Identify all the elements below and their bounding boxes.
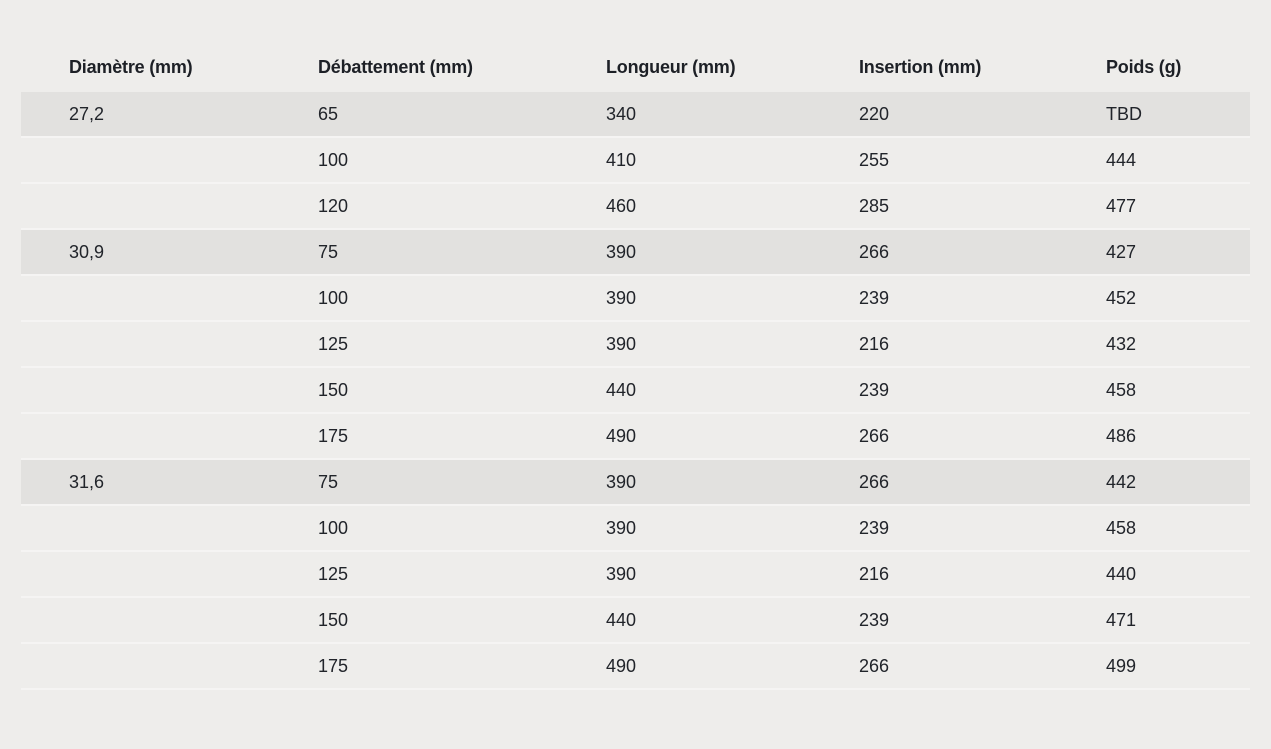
cell-longueur: 340 [558,92,811,137]
cell-poids: 440 [1058,551,1250,597]
cell-longueur: 390 [558,551,811,597]
cell-diametre: 30,9 [21,229,270,275]
table-row [21,367,1250,413]
cell-longueur: 390 [558,459,811,505]
cell-longueur: 410 [558,137,811,183]
table-row [21,459,1250,505]
table-header [21,42,1250,92]
table-row [21,92,1250,137]
seatpost-spec-table [21,42,1250,690]
cell-debattement: 100 [270,505,558,551]
table-row [21,413,1250,459]
cell-insertion: 216 [811,321,1058,367]
cell-debattement: 175 [270,643,558,689]
cell-longueur: 440 [558,367,811,413]
table-row [21,229,1250,275]
cell-debattement: 75 [270,459,558,505]
cell-longueur: 390 [558,229,811,275]
cell-diametre [21,321,270,367]
cell-longueur: 490 [558,413,811,459]
cell-insertion: 285 [811,183,1058,229]
table-row [21,137,1250,183]
cell-insertion: 239 [811,597,1058,643]
cell-debattement: 150 [270,367,558,413]
table-header-row [21,42,1250,92]
cell-insertion: 266 [811,413,1058,459]
column-header-poids: Poids (g) [1106,56,1182,77]
column-header-insertion: Insertion (mm) [859,56,982,77]
column-header-diametre: Diamètre (mm) [69,56,193,77]
cell-debattement: 100 [270,137,558,183]
cell-longueur: 460 [558,183,811,229]
column-header-longueur: Longueur (mm) [606,56,736,77]
cell-poids: 477 [1058,183,1250,229]
cell-diametre [21,183,270,229]
table-row [21,275,1250,321]
cell-debattement: 150 [270,597,558,643]
cell-poids: 432 [1058,321,1250,367]
cell-debattement: 175 [270,413,558,459]
cell-debattement: 75 [270,229,558,275]
cell-insertion: 266 [811,459,1058,505]
cell-insertion: 239 [811,505,1058,551]
cell-longueur: 390 [558,505,811,551]
cell-insertion: 220 [811,92,1058,137]
cell-diametre [21,137,270,183]
column-header-debattement: Débattement (mm) [318,56,473,77]
cell-debattement: 100 [270,275,558,321]
cell-insertion: 239 [811,275,1058,321]
cell-insertion: 266 [811,643,1058,689]
cell-longueur: 390 [558,321,811,367]
table-row [21,551,1250,597]
table-row [21,643,1250,689]
cell-insertion: 255 [811,137,1058,183]
cell-debattement: 125 [270,551,558,597]
cell-poids: 458 [1058,367,1250,413]
cell-diametre: 31,6 [21,459,270,505]
table-row [21,505,1250,551]
cell-poids: 442 [1058,459,1250,505]
cell-poids: 444 [1058,137,1250,183]
cell-debattement: 120 [270,183,558,229]
cell-insertion: 216 [811,551,1058,597]
cell-debattement: 125 [270,321,558,367]
cell-poids: 427 [1058,229,1250,275]
cell-poids: 452 [1058,275,1250,321]
table-body [21,92,1250,689]
cell-diametre [21,505,270,551]
cell-poids: 499 [1058,643,1250,689]
table-row [21,183,1250,229]
cell-diametre [21,413,270,459]
cell-diametre [21,367,270,413]
cell-poids: TBD [1058,92,1250,137]
table-row [21,321,1250,367]
cell-longueur: 490 [558,643,811,689]
cell-poids: 458 [1058,505,1250,551]
cell-poids: 471 [1058,597,1250,643]
cell-longueur: 440 [558,597,811,643]
cell-diametre [21,551,270,597]
table-row [21,597,1250,643]
cell-insertion: 266 [811,229,1058,275]
cell-diametre [21,643,270,689]
cell-diametre [21,275,270,321]
cell-longueur: 390 [558,275,811,321]
cell-diametre [21,597,270,643]
cell-debattement: 65 [270,92,558,137]
cell-poids: 486 [1058,413,1250,459]
cell-insertion: 239 [811,367,1058,413]
cell-diametre: 27,2 [21,92,270,137]
